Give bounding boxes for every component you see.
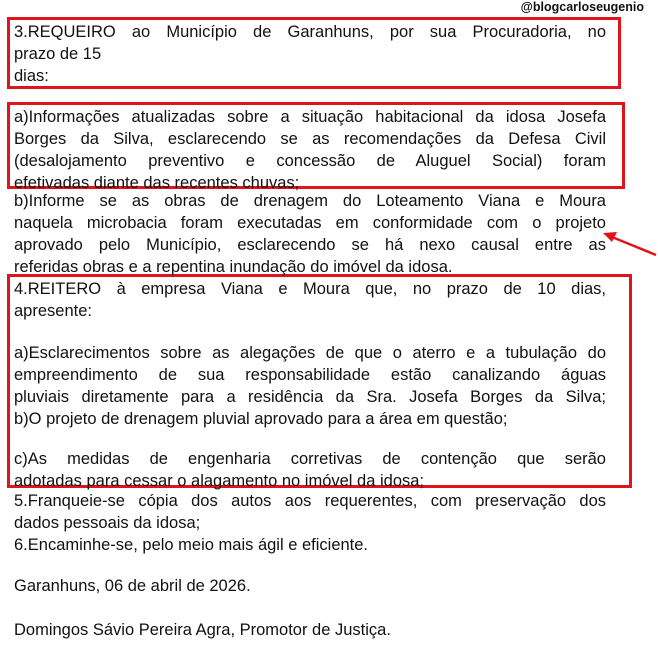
item-6-paragraph	[14, 534, 368, 556]
blog-watermark: @blogcarloseugenio	[520, 0, 644, 14]
item-3b-line-3: aprovado pelo Município, esclarecendo se há nexo causal entre as	[14, 236, 606, 254]
item-3b-paragraph	[14, 190, 606, 278]
item-3-paragraph	[14, 21, 606, 87]
item-4-line-1: 4.REITERO à empresa Viana e Moura que, no prazo de 10 dias,	[14, 280, 606, 298]
item-5-line-2: dados pessoais da idosa;	[14, 514, 201, 532]
item-4a-line-2: empreendimento de sua responsabilidade estão canalizando águas	[14, 366, 606, 384]
item-3a-line-2: Borges da Silva, esclarecendo se as recomendações da Defesa Civil	[14, 130, 606, 148]
item-3-line-2: prazo de 15	[14, 45, 102, 63]
item-4a-line-3: pluviais diretamente para a residência da Sra. Josefa Borges da Silva;	[14, 388, 606, 406]
red-arrow-icon	[600, 228, 658, 258]
item-5-paragraph	[14, 490, 606, 534]
item-4a-line-1: a)Esclarecimentos sobre as alegações de que o aterro e a tubulação do	[14, 344, 606, 362]
place-date: Garanhuns, 06 de abril de 2026.	[14, 577, 251, 595]
item-4-line-2: apresente:	[14, 302, 92, 320]
item-4a-paragraph	[14, 342, 606, 430]
item-4c-line-1: c)As medidas de engenharia corretivas de contenção que serão	[14, 450, 606, 468]
item-3-line-1: 3.REQUEIRO ao Município de Garanhuns, por sua Procuradoria, no	[14, 23, 606, 41]
item-4-paragraph	[14, 278, 606, 322]
item-4b-line-1: b)O projeto de drenagem pluvial aprovado para a área em questão;	[14, 410, 508, 428]
signature: Domingos Sávio Pereira Agra, Promotor de Justiça.	[14, 621, 391, 639]
item-3a-line-4: efetivadas diante das recentes chuvas;	[14, 174, 300, 192]
item-3a-paragraph	[14, 106, 606, 194]
item-4c-paragraph	[14, 448, 606, 492]
item-4c-line-2: adotadas para cessar o alagamento no imóvel da idosa;	[14, 472, 425, 490]
item-6-line-1: 6.Encaminhe-se, pelo meio mais ágil e eficiente.	[14, 536, 369, 554]
item-3b-line-4: referidas obras e a repentina inundação do imóvel da idosa.	[14, 258, 453, 276]
item-3a-line-3: (desalojamento preventivo e concessão de Aluguel Social) foram	[14, 152, 606, 170]
item-3b-line-2: naquela microbacia foram executadas em conformidade com o projeto	[14, 214, 606, 232]
item-5-line-1: 5.Franqueie-se cópia dos autos aos requerentes, com preservação dos	[14, 492, 606, 510]
item-3-line-3: dias:	[14, 67, 49, 85]
item-3b-line-1: b)Informe se as obras de drenagem do Loteamento Viana e Moura	[14, 192, 606, 210]
item-3a-line-1: a)Informações atualizadas sobre a situação habitacional da idosa Josefa	[14, 108, 606, 126]
